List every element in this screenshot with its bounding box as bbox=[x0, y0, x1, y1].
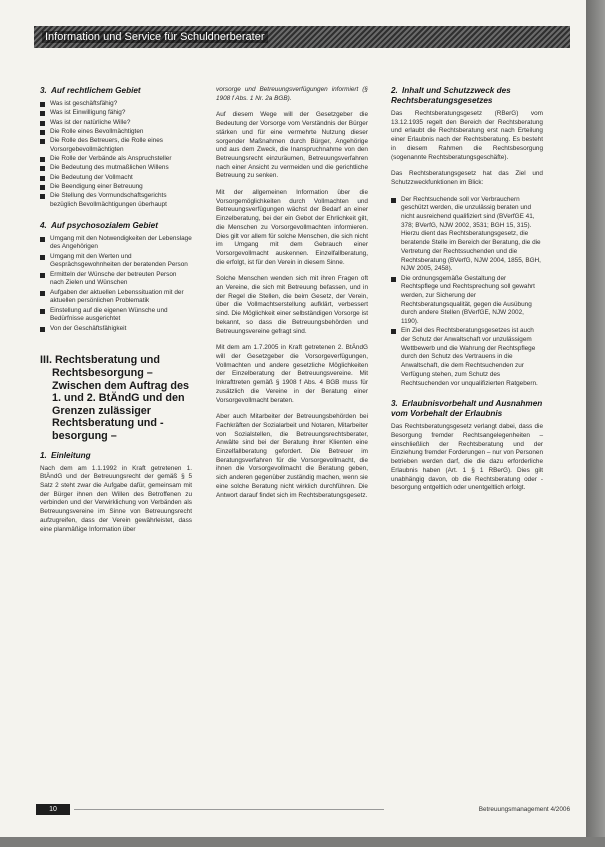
list-item: Was ist geschäftsfähig? bbox=[40, 100, 192, 109]
paragraph: Nach dem am 1.1.1992 in Kraft getretenen 1. BtÄndG und der Betreuungsrecht der gemäß § 5 Satz 2 steht zwar die Aufgabe dafür, gemeinsam mit der Bürger ihnen den Willen des Betroffenen zu verbinden und der Verwirklichung von Verbänden als Betreuungsvereine im Sinne von Betreuungsrecht aufzugreifen, dass der Verein gewährleistet, dass eine planmäßige Information über bbox=[40, 464, 192, 533]
section-title bbox=[40, 86, 192, 96]
list-item: Was ist Einwilligung fähig? bbox=[40, 109, 192, 118]
section-number: 4. bbox=[40, 220, 47, 230]
section-heading: Auf rechtlichem Gebiet bbox=[51, 86, 141, 95]
paragraph: Mit dem am 1.7.2005 in Kraft getretenen 2. BtÄndG will der Gesetzgeber die Vorsorgeverfügungen, Vollmachten und andere gesetzliche Möglichkeiten der Einzelberatung der Betreuungsvereine. Mit Inkrafttreten gemäß § 1908 f Abs. 4 BGB muss für zusätzlich die Vereine in der Beratung einer Vorsorgevollmacht beraten. bbox=[216, 344, 368, 404]
paragraph: Aber auch Mitarbeiter der Betreuungsbehörden bei Fachkräften der Sozialarbeit und Notaren, Mitarbeiter von Sozialstellen, die Betreuungsrechtsberater, Anwälte sind bei der Beratung ihrer Klienten eine Einzelfallberatung gefordert. Die Betreuer im Beratungsverfahren für die Vorsorgevollmacht, die ihnen die Vorsorgevollmacht die Beratung geben, sich anderen gegenüber zuständig machen, wenn sie eine solche Beratung nicht wirklich durchführen. Die Antwort darauf findet sich im Rechtsberatungsgesetz. bbox=[216, 413, 368, 499]
list-item: Aufgaben der aktuellen Lebenssituation mit der aktuellen persönlichen Problematik bbox=[40, 289, 192, 306]
list-item: Die Beendigung einer Betreuung bbox=[40, 183, 192, 192]
list-item: Der Rechtsuchende soll vor Verbrauchern geschützt werden, die unzulässig beraten und nicht ausreichend qualifiziert sind (BVerfGE 41, 378; BVerfG, NJW 2002, 3531; BGH 15, 315). Hierzu dient das Rechtsberatungsgesetz, die beratende Stelle im Bereich der Beratung, die die Vertretung der Rechtssuchenden und die Rechtsberatung (BVerfG, NJW 2004, 1855, BGH, NJW 2005, 2458). bbox=[391, 196, 543, 274]
column-1 bbox=[40, 86, 192, 542]
page-number: 10 bbox=[36, 804, 70, 815]
list-item: Die Stellung des Vormundschaftsgerichts bezüglich Bevollmächtigungen überhaupt bbox=[40, 192, 192, 209]
list-item: Was ist der natürliche Wille? bbox=[40, 119, 192, 128]
paragraph: Mit der allgemeinen Information über die Vorsorgemöglichkeiten durch Vollmachten und Betreuungsverfügungen wächst der Bedarf an einer Einzelberatung, bei der ein Gebot der Ehrlichkeit gilt, die Menschen zu Vorsorgevollmachten informieren. Dies gilt vor allem für solche Menschen, die sich nicht im Umgang mit dem Gebrauch einer Vorsorgevollmacht auskennen. Einzelfallberatung, die erfolgt, ist für den Verein in diesem Sinne. bbox=[216, 189, 368, 266]
header-title: Information und Service für Schuldnerberater bbox=[42, 31, 268, 43]
list-item: Die Rolle der Verbände als Anspruchsteller bbox=[40, 155, 192, 164]
section-heading: Inhalt und Schutzzweck des Rechtsberatungsgesetzes bbox=[391, 86, 511, 105]
section-title bbox=[391, 399, 543, 419]
list-item: Die Bedeutung der Vollmacht bbox=[40, 174, 192, 183]
paragraph: Das Rechtsberatungsgesetz hat das Ziel und Schutzzweckfunktionen im Blick: bbox=[391, 170, 543, 186]
paragraph: Das Rechtsberatungsgesetz verlangt dabei, dass die Besorgung fremder Rechtsangelegenheiten – einschließlich der Rechtsberatung und der Einziehung fremder Forderungen – nur von Personen betrieben werden darf, die die dazu erforderliche Erlaubnis haben (Art. 1 § 1 RBerG). Dies gilt unabhängig davon, ob die Rechtsberatung oder -besorgung entgeltlich oder unentgeltlich erfolgt. bbox=[391, 423, 543, 492]
page-header bbox=[34, 26, 570, 48]
column-3 bbox=[391, 86, 543, 501]
paragraph: vorsorge und Betreuungsverfügungen informiert (§ 1908 f Abs. 1 Nr. 2a BGB). bbox=[216, 86, 368, 102]
bullet-list bbox=[40, 100, 192, 210]
list-item: Ermitteln der Wünsche der betreuten Person nach Zielen und Wünschen bbox=[40, 271, 192, 288]
list-item: Die ordnungsgemäße Gestaltung der Rechtspflege und Rechtsprechung soll gewahrt werden, zur Sicherung der Rechtsberatungsqualität, gegen die Ausübung durch andere Stellen (BVerfGE, NJW 2002, 1190). bbox=[391, 275, 543, 327]
chapter-title: III. Rechtsberatung und Rechtsbesorgung – Zwischen dem Auftrag des 1. und 2. BtÄndG und den Grenzen zulässiger Rechtsberatung und -besorgung – bbox=[40, 354, 189, 443]
scan-edge-right bbox=[586, 0, 605, 847]
list-item: Umgang mit den Notwendigkeiten der Lebenslage des Angehörigen bbox=[40, 235, 192, 252]
section-number: 3. bbox=[40, 86, 47, 95]
list-item: Die Rolle des Betreuers, die Rolle eines Vorsorgebevollmächtigten bbox=[40, 137, 192, 154]
list-item: Von der Geschäftsfähigkeit bbox=[40, 325, 192, 334]
section-title bbox=[391, 86, 543, 106]
section-number: 1. bbox=[40, 450, 47, 460]
scan-edge-bottom bbox=[0, 837, 605, 847]
paragraph: Auf diesem Wege will der Gesetzgeber die Bedeutung der Vorsorge vom Verständnis der Bürger stärken und für eine vermehrte Nutzung dieser sorgender Maßnahmen durch Bürger, Angehörige und aus dem Zweck, die Inanspruchnahme von den Betreuungsrecht einzuräumen, Betreuungsverfahren nach einer Ansicht zu vermeiden und die gerichtliche Betreuung zu senken. bbox=[216, 111, 368, 180]
paragraph: Solche Menschen wenden sich mit ihren Fragen oft an Vereine, die sich mit Betreuung befassen, und in der Regel die Stellen, die beim Gesetz, der Verein, über die Vollmachtserstellung aufklärt, verbessert sind. Die Möglichkeit einer selbständigen Vorsorge ist bekannt, so dass die Betreuungsbehörden und Betreuungsvereine gefragt sind. bbox=[216, 275, 368, 335]
list-item: Einstellung auf die eigenen Wünsche und Bedürfnisse ausgerichtet bbox=[40, 307, 192, 324]
section-title bbox=[40, 451, 192, 461]
list-item: Die Bedeutung des mutmaßlichen Willens bbox=[40, 164, 192, 173]
section-heading: Einleitung bbox=[51, 450, 91, 460]
section-heading: Auf psychosozialem Gebiet bbox=[51, 220, 158, 230]
magazine-reference: Betreuungsmanagement 4/2006 bbox=[478, 806, 570, 813]
section-heading: Erlaubnisvorbehalt und Ausnahmen vom Vorbehalt der Erlaubnis bbox=[391, 399, 543, 419]
paragraph: Das Rechtsberatungsgesetz (RBerG) vom 13.12.1935 regelt den Bereich der Rechtsberatung und erlaubt die Rechtsberatung erst nach Erteilung einer Erlaubnis nach der Rechtsberatung. Es besteht in diesem Rahmen die Rechtsbesorgung (sogenannte Rechtsberatungsgeschäfte). bbox=[391, 110, 543, 161]
column-2 bbox=[216, 86, 368, 508]
footer-divider bbox=[74, 809, 384, 810]
bullet-list bbox=[391, 196, 543, 389]
list-item: Die Rolle eines Bevollmächtigten bbox=[40, 128, 192, 137]
section-number: 2. bbox=[391, 86, 398, 95]
list-item: Ein Ziel des Rechtsberatungsgesetzes ist auch der Schutz der Anwaltschaft vor unzulässigem Wettbewerb und die Wahrung der Rechtspflege durch den Schutz des Vertrauens in die Anwaltschaft, die dem Rechtsuchenden zur Verfügung stehen, zum Schutz des Rechtsuchenden vor unqualifizierten Ratgebern. bbox=[391, 327, 543, 388]
bullet-list bbox=[40, 235, 192, 334]
section-number: 3. bbox=[391, 399, 398, 409]
list-item: Umgang mit den Werten und Gesprächsgewohnheiten der beratenden Person bbox=[40, 253, 192, 270]
section-title bbox=[40, 221, 192, 231]
